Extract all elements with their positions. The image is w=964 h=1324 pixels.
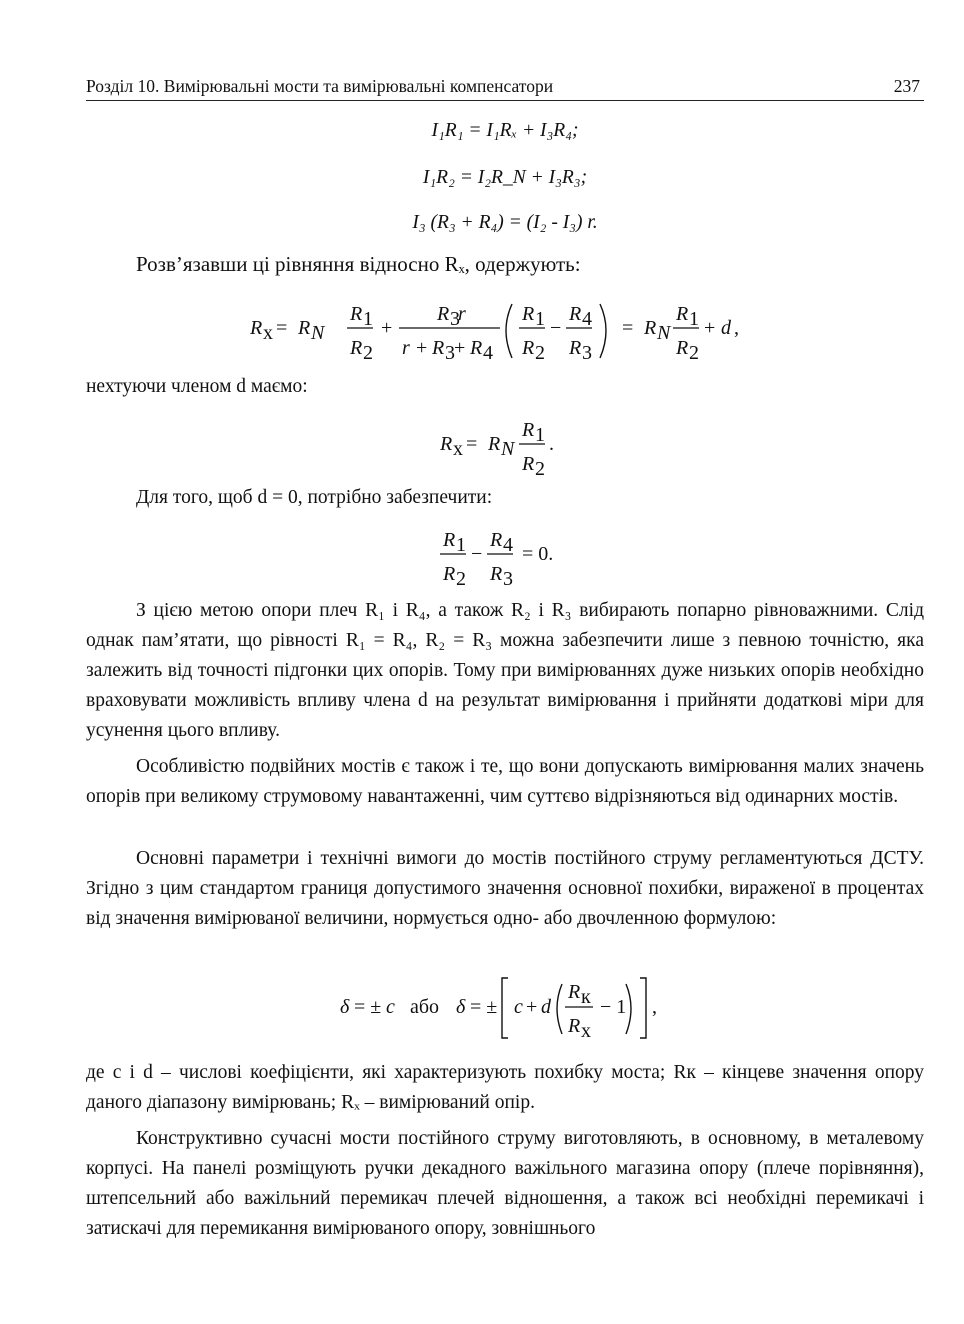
svg-text:c: c xyxy=(386,996,395,1018)
svg-text:R: R xyxy=(432,337,445,359)
solution-intro: Розв’язавши ці рівняння відносно Rₓ, одержують: xyxy=(136,252,581,276)
svg-text:x: x xyxy=(453,438,463,460)
svg-text:R: R xyxy=(644,317,657,339)
svg-text:1: 1 xyxy=(363,308,373,330)
svg-text:− 1: − 1 xyxy=(600,996,627,1018)
svg-text:R: R xyxy=(437,303,450,325)
svg-text:1: 1 xyxy=(456,534,466,556)
svg-text:3: 3 xyxy=(503,568,513,588)
svg-text:,: , xyxy=(652,996,657,1018)
svg-text:R: R xyxy=(569,337,582,359)
svg-text:−: − xyxy=(471,543,483,565)
page-number: 237 xyxy=(893,76,920,96)
svg-text:2: 2 xyxy=(535,458,545,478)
svg-text:N: N xyxy=(501,438,515,460)
svg-text:або: або xyxy=(410,996,440,1018)
rx-full-formula xyxy=(250,296,770,366)
svg-text:=: = xyxy=(466,433,478,455)
svg-text:R: R xyxy=(443,529,456,551)
svg-text:+: + xyxy=(381,317,393,339)
svg-text:δ: δ xyxy=(456,996,466,1018)
svg-text:R: R xyxy=(676,303,689,325)
svg-text:= ±: = ± xyxy=(470,996,498,1018)
svg-text:2: 2 xyxy=(456,568,466,588)
svg-text:R: R xyxy=(568,1015,581,1037)
svg-text:2: 2 xyxy=(535,342,545,364)
svg-text:R: R xyxy=(676,337,689,359)
svg-text:δ: δ xyxy=(340,996,350,1018)
svg-text:d: d xyxy=(541,996,551,1018)
svg-text:+: + xyxy=(704,317,716,339)
svg-text:3: 3 xyxy=(445,342,455,364)
svg-text:R: R xyxy=(522,337,535,359)
svg-text:R: R xyxy=(350,303,363,325)
svg-text:R: R xyxy=(440,433,453,455)
svg-text:2: 2 xyxy=(363,342,373,364)
svg-text:4: 4 xyxy=(582,308,592,330)
svg-text:R: R xyxy=(350,337,363,359)
svg-text:R: R xyxy=(522,303,535,325)
svg-text:R: R xyxy=(470,337,483,359)
header-title: Розділ 10. Вимірювальні мости та вимірювальні компенсатори xyxy=(86,76,554,96)
paragraph-4: де c і d – числові коефіцієнти, які характеризують похибку моста; Rк – кінцеве значення опору даного діапазону вимірювань; Rₓ – вимірюваний опір. xyxy=(86,1062,924,1113)
svg-text:+: + xyxy=(416,337,428,359)
svg-text:+: + xyxy=(526,996,538,1018)
svg-text:+: + xyxy=(454,337,466,359)
svg-text:c: c xyxy=(514,996,523,1018)
svg-text:r: r xyxy=(402,337,410,359)
svg-text:4: 4 xyxy=(503,534,513,556)
svg-text:3: 3 xyxy=(450,308,460,330)
neglect-text: нехтуючи членом d маємо: xyxy=(86,376,308,397)
svg-text:к: к xyxy=(581,986,591,1008)
svg-text:d: d xyxy=(721,317,731,339)
svg-text:r: r xyxy=(458,303,466,325)
svg-text:3: 3 xyxy=(582,342,592,364)
svg-text:.: . xyxy=(549,433,554,455)
delta-formula xyxy=(340,970,670,1044)
svg-text:2: 2 xyxy=(689,342,699,364)
svg-text:= ±: = ± xyxy=(354,996,382,1018)
svg-text:4: 4 xyxy=(483,342,493,364)
equation-1: I₁R₁ = I₁Rₓ + I₃R₄; xyxy=(431,120,579,141)
svg-text:N: N xyxy=(657,322,671,344)
svg-text:N: N xyxy=(311,322,325,344)
svg-text:= 0.: = 0. xyxy=(522,543,554,565)
svg-text:R: R xyxy=(490,529,503,551)
svg-text:x: x xyxy=(263,322,273,344)
equation-3: I₃ (R₃ + R₄) = (I₂ - I₃) r. xyxy=(412,212,598,233)
svg-text:1: 1 xyxy=(535,308,545,330)
svg-text:R: R xyxy=(568,981,581,1003)
svg-text:R: R xyxy=(490,563,503,585)
rx-simple-formula xyxy=(440,416,580,478)
svg-text:R: R xyxy=(298,317,311,339)
svg-text:R: R xyxy=(488,433,501,455)
svg-text:R: R xyxy=(569,303,582,325)
svg-text:−: − xyxy=(550,317,562,339)
equation-2: I₁R₂ = I₂R_N + I₃R₃; xyxy=(422,167,588,188)
condition-formula xyxy=(440,526,580,588)
paragraph-2: Особливістю подвійних мостів є також і те, що вони допускають вимірювання малих значень опорів при великому струмовому навантаженні, чим суттєво відрізняються від одинарних мостів. xyxy=(86,756,924,807)
svg-text:,: , xyxy=(734,317,739,339)
paragraph-1: З цією метою опори плеч R₁ і R₄, а також R₂ і R₃ вибирають попарно рівноважними. Слід однак пам’ятати, що рівності R₁ = R₄, R₂ = R₃ можна забезпечити лише з певною точністю, яка залежить від точності підгонки цих опорів. Тому при вимірюваннях дуже низьких опорів необхідно враховувати можливість впливу члена d на результат вимірювання і прийняти додаткові міри для усунення цього впливу. xyxy=(86,600,924,741)
svg-text:1: 1 xyxy=(535,424,545,446)
svg-text:=: = xyxy=(622,317,634,339)
svg-text:x: x xyxy=(581,1020,591,1042)
svg-text:R: R xyxy=(522,453,535,475)
page-header xyxy=(86,74,924,101)
svg-text:R: R xyxy=(522,419,535,441)
svg-text:=: = xyxy=(276,317,288,339)
condition-text: Для того, щоб d = 0, потрібно забезпечити: xyxy=(136,487,493,508)
paragraph-3: Основні параметри і технічні вимоги до мостів постійного струму регламентуються ДСТУ. Згідно з цим стандартом границя допустимого значення основної похибки, вираженої в процентах від значення вимірюваної величини, нормується одно- або двочленною формулою: xyxy=(86,848,924,929)
svg-text:1: 1 xyxy=(689,308,699,330)
paragraph-5: Конструктивно сучасні мости постійного струму виготовляють, в основному, в металевому корпусі. На панелі розміщують ручки декадного важільного магазина опору (плече порівняння), штепсельний або важільний перемикач плечей відношення, а також всі необхідні перемикачі і затискачі для перемикання вимірюваного опору, зовнішнього xyxy=(86,1128,924,1239)
svg-text:R: R xyxy=(250,317,263,339)
svg-text:R: R xyxy=(443,563,456,585)
